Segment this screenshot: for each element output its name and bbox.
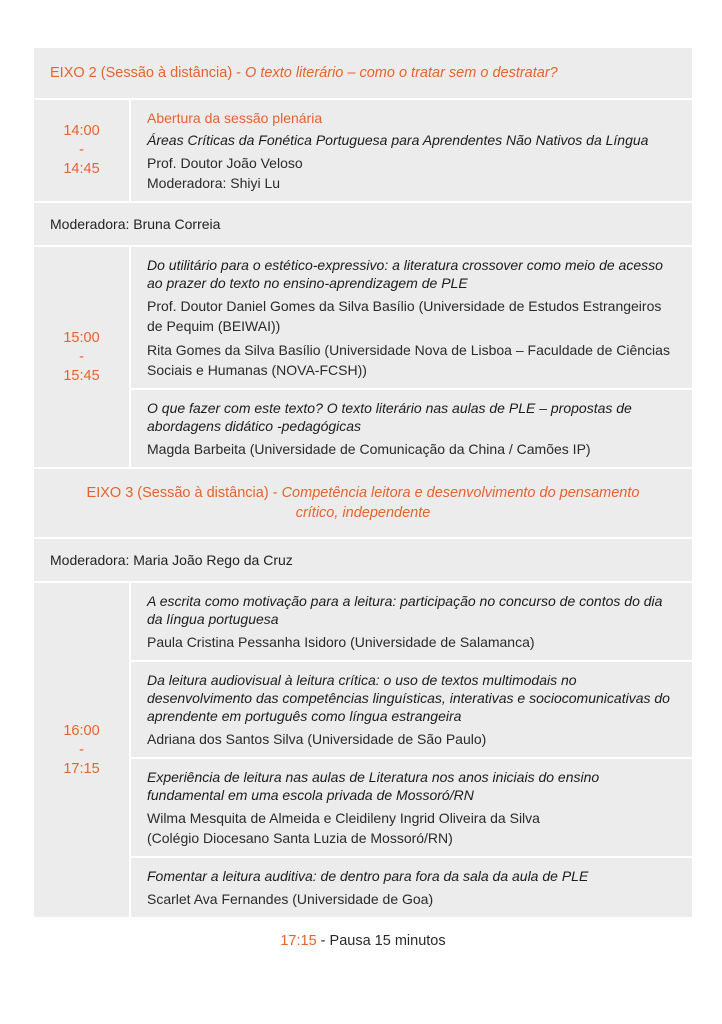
moderator-row-2: Moderadora: Maria João Rego da Cruz	[34, 539, 692, 583]
talk-author: Scarlet Ava Fernandes (Universidade de Goa)	[147, 891, 434, 907]
break-notice	[34, 933, 692, 949]
talk-item	[131, 390, 692, 467]
talk-author-affiliation: (Colégio Diocesano Santa Luzia de Mossoró/RN)	[147, 830, 453, 846]
talk-item	[131, 662, 692, 759]
talk-author: Paula Cristina Pessanha Isidoro (Universidade de Salamanca)	[147, 634, 535, 650]
talk-item	[131, 858, 692, 917]
time-end: 14:45	[63, 161, 100, 177]
eixo-2-label: EIXO 2 (Sessão à distância)	[50, 65, 233, 81]
time-dash: -	[79, 348, 84, 365]
eixo-3-label: EIXO 3 (Sessão à distância)	[86, 485, 269, 501]
plenary-heading: Abertura da sessão plenária	[147, 110, 323, 126]
talk-item	[131, 759, 692, 858]
talk-item	[131, 247, 692, 390]
talk-author: Magda Barbeita (Universidade de Comunicação da China / Camões IP)	[147, 441, 591, 457]
time-cell-1	[34, 100, 131, 201]
talk-title: A escrita como motivação para a leitura: participação no concurso de contos do dia da língua portuguesa	[147, 593, 663, 627]
plenary-item	[131, 100, 692, 201]
eixo-3-separator: -	[268, 485, 282, 501]
talk-title: O que fazer com este texto? O texto literário nas aulas de PLE – propostas de abordagens didático -pedagógicas	[147, 400, 632, 434]
eixo-3-title-part2: crítico, independente	[295, 505, 431, 521]
time-start: 16:00	[63, 722, 100, 739]
session-slot-1	[34, 100, 692, 203]
break-time: 17:15	[280, 933, 317, 949]
program-page	[34, 48, 692, 949]
eixo-2-header	[34, 48, 692, 100]
talk-title: Fomentar a leitura auditiva: de dentro para fora da sala da aula de PLE	[147, 868, 589, 884]
talk-item	[131, 583, 692, 662]
time-end: 17:15	[63, 760, 100, 777]
plenary-moderator: Moderadora: Shiyi Lu	[147, 175, 281, 191]
talk-author: Adriana dos Santos Silva (Universidade de São Paulo)	[147, 731, 487, 747]
session-slot-2	[34, 247, 692, 469]
time-cell-3	[34, 583, 131, 917]
plenary-title: Áreas Críticas da Fonética Portuguesa para Aprendentes Não Nativos da Língua	[147, 132, 649, 148]
talk-title: Do utilitário para o estético-expressivo: a literatura crossover como meio de acesso ao prazer do texto no ensino-aprendizagem de PLE	[147, 257, 663, 291]
talk-author: Wilma Mesquita de Almeida e Cleidileny Ingrid Oliveira da Silva	[147, 810, 540, 826]
time-dash: -	[79, 741, 84, 758]
time-dash: -	[79, 142, 84, 158]
eixo-2-separator: -	[232, 65, 246, 81]
talk-author: Rita Gomes da Silva Basílio (Universidade Nova de Lisboa – Faculdade de Ciências Sociais e Humanas (NOVA-FCSH))	[147, 342, 670, 378]
time-start: 15:00	[63, 329, 100, 346]
eixo-2-title: O texto literário – como o tratar sem o destratar?	[245, 65, 558, 81]
eixo-3-header	[34, 469, 692, 539]
eixo-3-title-part1: Competência leitora e desenvolvimento do pensamento	[281, 485, 640, 501]
session-slot-3	[34, 583, 692, 919]
time-end: 15:45	[63, 367, 100, 384]
time-cell-2	[34, 247, 131, 467]
time-start: 14:00	[63, 123, 100, 139]
moderator-row-1: Moderadora: Bruna Correia	[34, 203, 692, 247]
talk-author: Prof. Doutor Daniel Gomes da Silva Basílio (Universidade de Estudos Estrangeiros de Pequim (BEIWAI))	[147, 298, 662, 334]
talk-title: Experiência de leitura nas aulas de Literatura nos anos iniciais do ensino fundamental em uma escola privada de Mossoró/RN	[147, 769, 600, 803]
break-text: - Pausa 15 minutos	[316, 933, 446, 949]
talk-title: Da leitura audiovisual à leitura crítica: o uso de textos multimodais no desenvolvimento das competências linguísticas, interativas e sociocomunicativas do aprendente em português como língua estrangeira	[147, 672, 670, 724]
plenary-speaker: Prof. Doutor João Veloso	[147, 155, 303, 171]
